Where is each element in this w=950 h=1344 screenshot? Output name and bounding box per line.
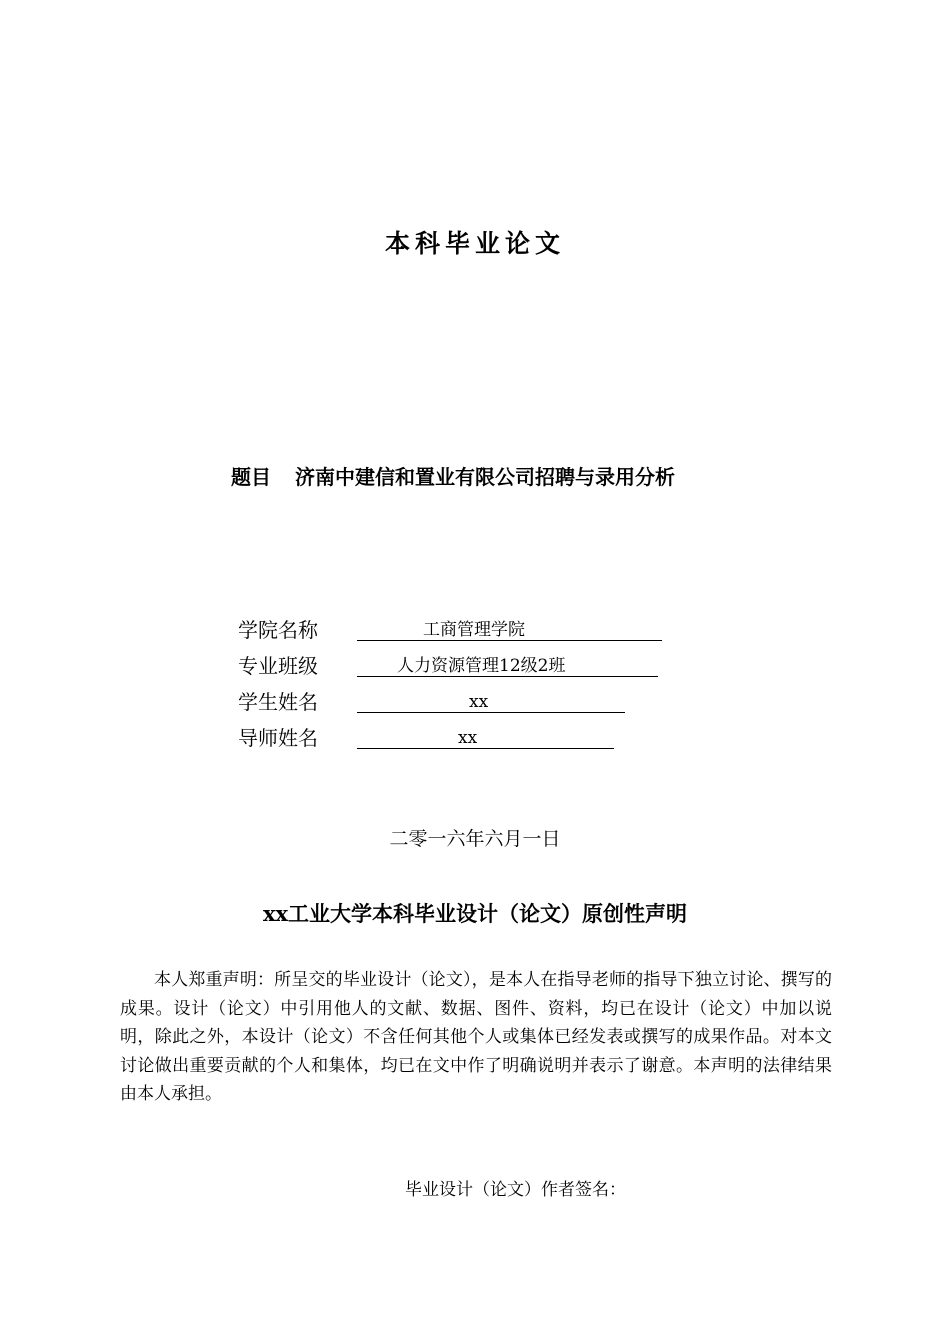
submission-date: 二零一六年六月一日 [389, 828, 561, 850]
title-label: 题目 [231, 465, 271, 489]
college-value: 工商管理学院 [357, 619, 662, 641]
thesis-title-row [0, 460, 906, 494]
author-signature-label: 毕业设计（论文）作者签名： [405, 1180, 626, 1200]
student-name-label: 学生姓名 [238, 690, 318, 714]
advisor-name-label: 导师姓名 [238, 726, 318, 750]
declaration-title: xx工业大学本科毕业设计（论文）原创性声明 [262, 901, 688, 926]
thesis-title: 济南中建信和置业有限公司招聘与录用分析 [295, 465, 675, 489]
advisor-name-value: xx [357, 727, 614, 749]
student-name-value: xx [357, 691, 625, 713]
college-label: 学院名称 [238, 618, 318, 642]
document-type-heading: 本科毕业论文 [384, 229, 565, 258]
major-class-value: 人力资源管理12级2班 [357, 655, 658, 677]
major-class-label: 专业班级 [238, 654, 318, 678]
declaration-body: 本人郑重声明：所呈交的毕业设计（论文），是本人在指导老师的指导下独立讨论、撰写的成果。设计（论文）中引用他人的文献、数据、图件、资料，均已在设计（论文）中加以说明，除此之外，本设计（论文）不含任何其他个人或集体已经发表或撰写的成果作品。对本文讨论做出重要贡献的个人和集体，均已在文中作了明确说明并表示了谢意。本声明的法律结果由本人承担。 [120, 970, 832, 1104]
